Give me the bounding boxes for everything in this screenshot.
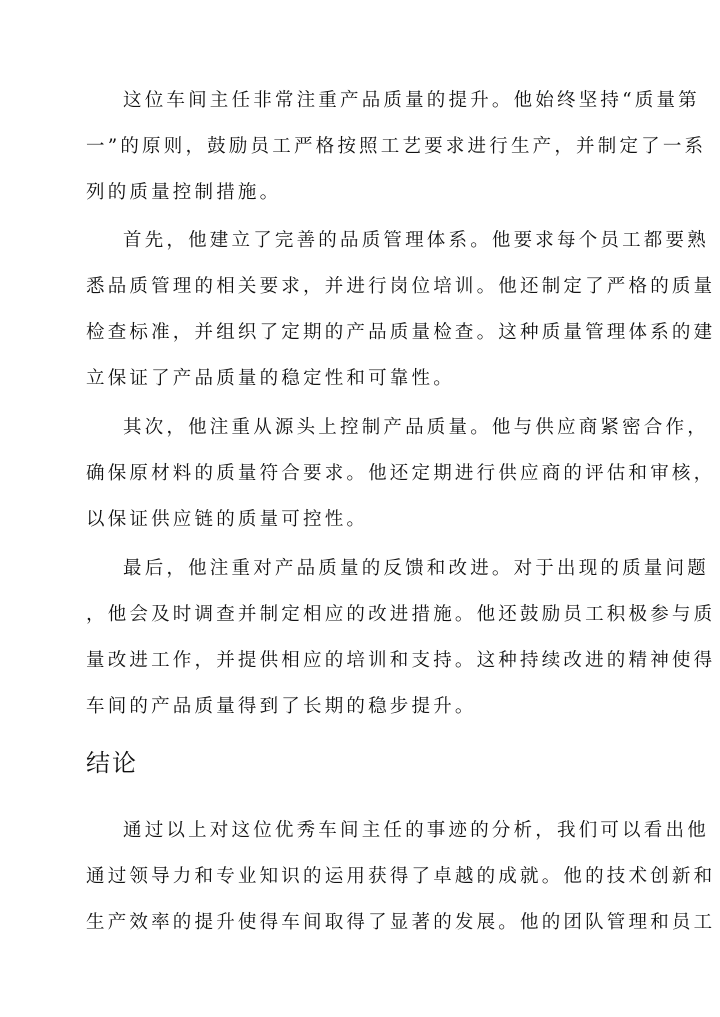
paragraph-quality-intro [86,78,707,216]
text-line: 列的质量控制措施。 [86,182,282,203]
paragraph-first [86,218,716,402]
text-line: 一”的原则，鼓励员工严格按照工艺要求进行生产，并制定了一系 [86,136,707,157]
text-line: 其次，他注重从源头上控制产品质量。他与供应商紧密合作， [123,417,709,438]
text-line: 以保证供应链的质量可控性。 [86,509,369,530]
text-line: 最后，他注重对产品质量的反馈和改进。对于出现的质量问题 [123,558,709,579]
text-line: ，他会及时调查并制定相应的改进措施。他还鼓励员工积极参与质 [86,604,716,625]
text-line: 通过领导力和专业知识的运用获得了卓越的成就。他的技术创新和 [86,866,716,887]
text-line: 确保原材料的质量符合要求。他还定期进行供应商的评估和审核， [86,463,716,484]
text-line: 生产效率的提升使得车间取得了显著的发展。他的团队管理和员工 [86,912,716,933]
text-line: 通过以上对这位优秀车间主任的事迹的分析，我们可以看出他 [123,820,709,841]
text-line: 量改进工作，并提供相应的培训和支持。这种持续改进的精神使得 [86,650,716,671]
text-line: 悉品质管理的相关要求，并进行岗位培训。他还制定了严格的质量 [86,276,716,297]
text-line: 立保证了产品质量的稳定性和可靠性。 [86,368,455,389]
text-line: 检查标准，并组织了定期的产品质量检查。这种质量管理体系的建 [86,322,716,343]
text-line: 车间的产品质量得到了长期的稳步提升。 [86,696,477,717]
text-line: 这位车间主任非常注重产品质量的提升。他始终坚持“质量第 [123,90,700,111]
paragraph-finally [86,546,716,730]
text-line: 首先，他建立了完善的品质管理体系。他要求每个员工都要熟 [123,230,709,251]
paragraph-conclusion [86,808,716,946]
section-heading-conclusion: 结论 [86,749,138,777]
paragraph-second [86,405,716,543]
